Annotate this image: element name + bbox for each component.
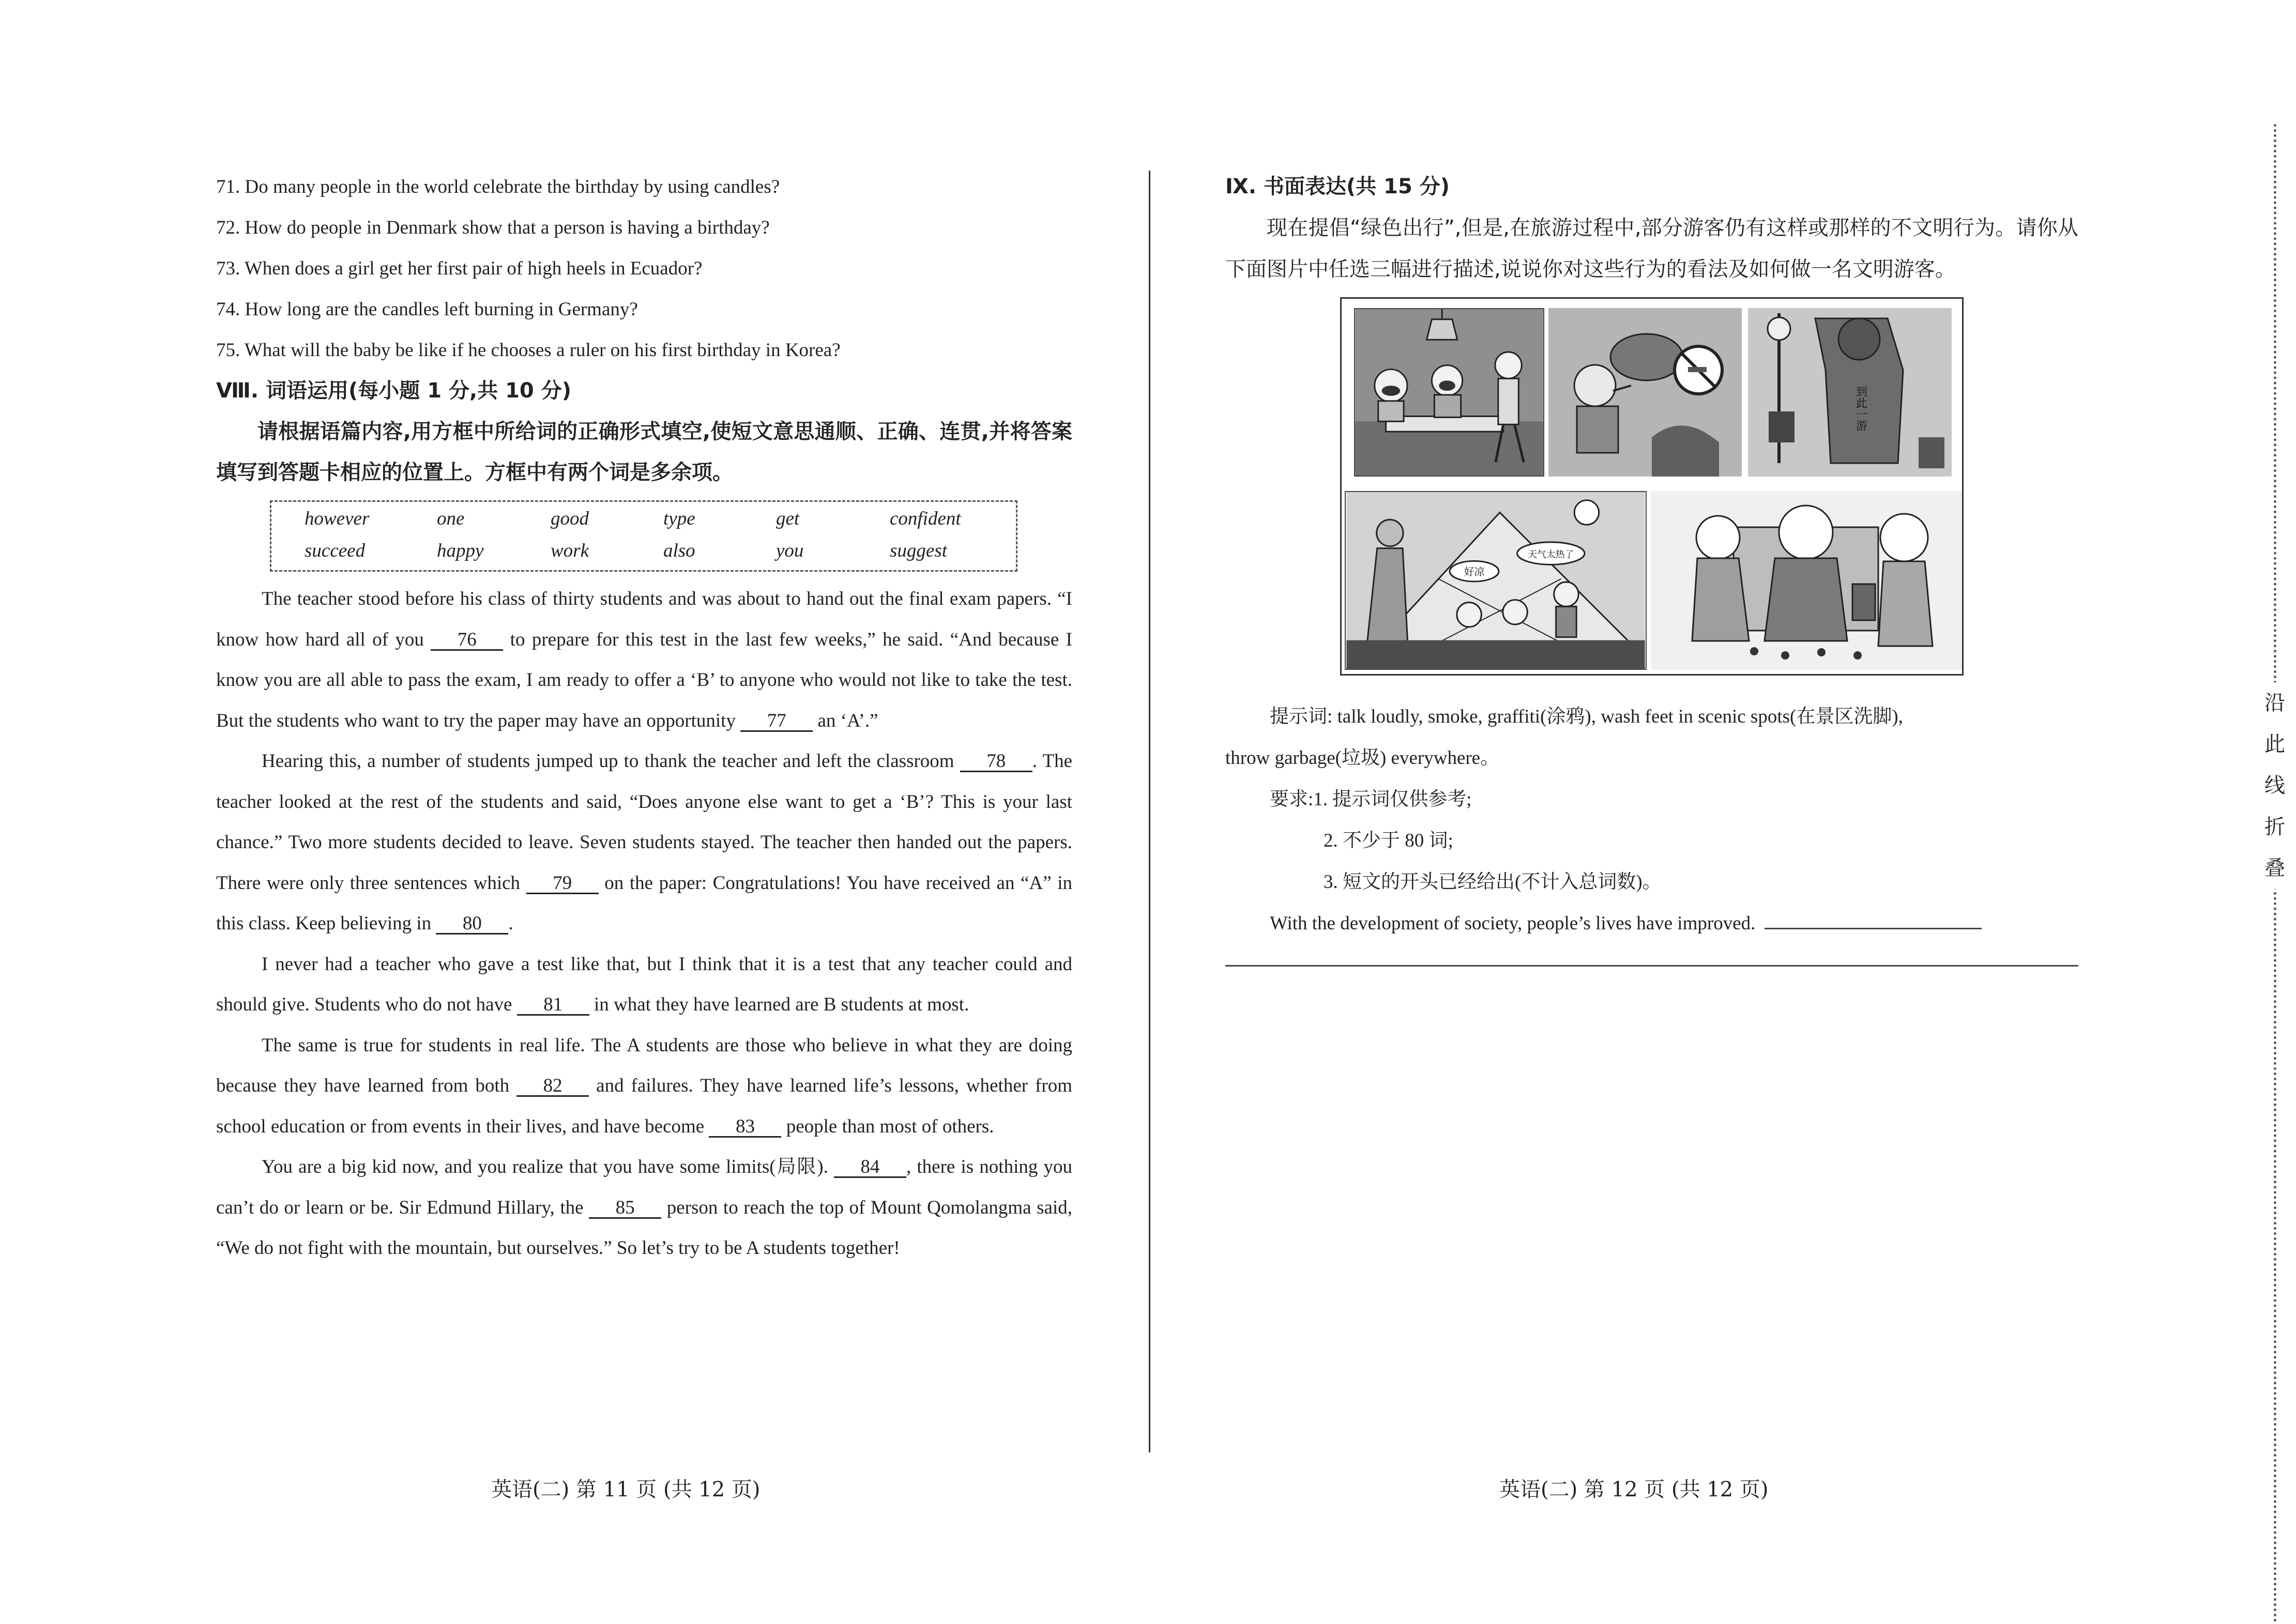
blank-85: 85: [589, 1199, 661, 1219]
passage-text: on the paper: Congratulations! You have received an “A” in this class. Keep believing in: [216, 872, 1072, 934]
blank-82: 82: [516, 1077, 589, 1097]
passage-text: I never had a teacher who gave a test like that, but I think that it is a test that any teacher could and should give. Students who do not have: [216, 953, 1072, 1015]
requirement-3: 3. 短文的开头已经给出(不计入总词数)。: [1324, 871, 1662, 893]
essay-opening: [1225, 903, 2078, 944]
passage-text: .: [508, 913, 513, 934]
word-option: get: [776, 508, 800, 529]
passage-text: Hearing this, a number of students jumped up to thank the teacher and left the classroom: [262, 750, 960, 772]
fold-char: 叠: [2264, 856, 2285, 880]
requirement-1: 要求:1. 提示词仅供参考;: [1270, 789, 1472, 810]
fold-char: 此: [2264, 732, 2285, 756]
word-option: type: [663, 508, 695, 529]
feet-washing-drawing: [1346, 492, 1646, 669]
passage-text: You are a big kid now, and you realize that you have some limits(局限).: [262, 1156, 834, 1177]
word-option: good: [551, 508, 589, 529]
fold-char: 沿: [2264, 691, 2285, 714]
passage-text: The same is true for students in real life. The A students are those who believe in what they are doing because they have learned from both: [216, 1034, 1072, 1096]
passage-paragraph-2: [216, 741, 1072, 944]
passage-text: people than most of others.: [781, 1115, 994, 1137]
question-72: 72. How do people in Denmark show that a person is having a birthday?: [216, 217, 770, 238]
section-8-instruction: 请根据语篇内容,用方框中所给词的正确形式填空,使短文意思通顺、正确、连贯,并将答案填写到答题卡相应的位置上。方框中有两个词是多余项。: [216, 420, 1072, 484]
speech-bubble-cool: 好凉: [1464, 566, 1485, 578]
hint-words: 提示词: talk loudly, smoke, graffiti(涂鸦), wash feet in scenic spots(在景区洗脚),: [1270, 706, 1903, 727]
cartoon-smoker: [1548, 308, 1742, 477]
litter-drawing: [1651, 491, 1962, 670]
word-row: [271, 503, 1016, 535]
word-option: confident: [890, 508, 961, 529]
passage-text: an ‘A’.”: [813, 710, 878, 731]
passage-text: The teacher stood before his class of thirty students and was about to hand out the final exam papers. “I know how hard all of you: [216, 588, 1072, 650]
blank-83: 83: [709, 1117, 781, 1138]
passage-paragraph-4: [216, 1025, 1072, 1147]
answer-line[interactable]: [1765, 912, 1982, 929]
section-9-title: Ⅸ. 书面表达(共 15 分): [1225, 175, 1450, 198]
passage-text: and failures. They have learned life’s lessons, whether from school education or from events in their lives, and have become: [216, 1075, 1072, 1137]
word-option: also: [663, 540, 695, 561]
fold-char: 折: [2264, 815, 2285, 838]
fold-char: 线: [2264, 774, 2285, 797]
word-box: [270, 500, 1017, 572]
writing-prompt: 现在提倡“绿色出行”,但是,在旅游过程中,部分游客仍有这样或那样的不文明行为。请你从下面图片中任选三幅进行描述,说说你对这些行为的看法及如何做一名文明游客。: [1225, 216, 2078, 281]
blank-76: 76: [431, 631, 503, 651]
passage-paragraph-1: [216, 579, 1072, 741]
smoker-drawing: [1548, 308, 1742, 477]
passage-text: to prepare for this test in the last few weeks,” he said. “And because I know you are all able to pass the exam, I am ready to offer a ‘B’ to anyone who would not like to take the test. But the students who want to try the paper may have an opportunity: [216, 629, 1072, 731]
word-option: work: [551, 540, 589, 561]
passage-text: person to reach the top of Mount Qomolangma said, “We do not fight with the mountain, but ourselves.” So let’s try to be A students together!: [216, 1197, 1073, 1259]
question-71: 71. Do many people in the world celebrate the birthday by using candles?: [216, 176, 780, 197]
passage-text: . The teacher looked at the rest of the students and said, “Does anyone else want to get a ‘B’? This is your last chance.” Two more students decided to leave. Seven students stayed. The teacher then handed out the papers. There were only three sentences which: [216, 750, 1072, 894]
word-option: you: [776, 540, 804, 561]
page-footer-right: 英语(二) 第 12 页 (共 12 页): [1499, 1478, 1769, 1502]
page-divider: [1149, 171, 1150, 1452]
right-page: [1225, 166, 2078, 967]
essay-opening-text: With the development of society, people’s lives have improved.: [1270, 913, 1756, 934]
cartoon-feet-washing: [1345, 491, 1647, 670]
cartoon-loud-diners: [1354, 308, 1544, 477]
word-row: [271, 535, 1016, 567]
section-8-title: Ⅷ. 词语运用(每小题 1 分,共 10 分): [216, 379, 571, 403]
passage-text: , there is nothing you can’t do or learn or be. Sir Edmund Hillary, the: [216, 1156, 1072, 1218]
page-footer-left: 英语(二) 第 11 页 (共 12 页): [491, 1478, 761, 1502]
word-option: suggest: [890, 540, 947, 561]
speech-bubble-hot: 天气太热了: [1528, 549, 1574, 560]
answer-line[interactable]: [1225, 955, 2078, 967]
cartoon-graffiti: [1748, 308, 1952, 477]
blank-84: 84: [834, 1158, 906, 1178]
word-option: happy: [437, 540, 484, 561]
left-page: [216, 166, 1072, 1269]
blank-77: 77: [740, 712, 813, 732]
question-75: 75. What will the baby be like if he chooses a ruler on his first birthday in Korea?: [216, 340, 841, 361]
graffiti-drawing: [1748, 308, 1952, 477]
word-option: however: [305, 508, 370, 529]
loud-diners-drawing: [1355, 309, 1543, 476]
hint-words-continued: throw garbage(垃圾) everywhere。: [1225, 747, 1500, 769]
passage-text: in what they have learned are B students at most.: [589, 994, 969, 1015]
passage-paragraph-5: [216, 1147, 1072, 1269]
blank-80: 80: [436, 914, 508, 934]
graffiti-caption: 到此一游: [1854, 386, 1867, 431]
blank-78: 78: [960, 752, 1032, 772]
blank-79: 79: [526, 874, 599, 894]
cartoon-figure: [1340, 297, 1964, 676]
question-73: 73. When does a girl get her first pair of high heels in Ecuador?: [216, 258, 703, 279]
blank-81: 81: [517, 995, 589, 1016]
word-option: succeed: [305, 540, 366, 561]
word-option: one: [437, 508, 465, 529]
requirement-2: 2. 不少于 80 词;: [1324, 830, 1453, 851]
passage-paragraph-3: [216, 944, 1072, 1025]
cartoon-litter: [1651, 491, 1962, 670]
question-74: 74. How long are the candles left burning in Germany?: [216, 299, 638, 320]
fold-instruction: [2263, 682, 2286, 889]
